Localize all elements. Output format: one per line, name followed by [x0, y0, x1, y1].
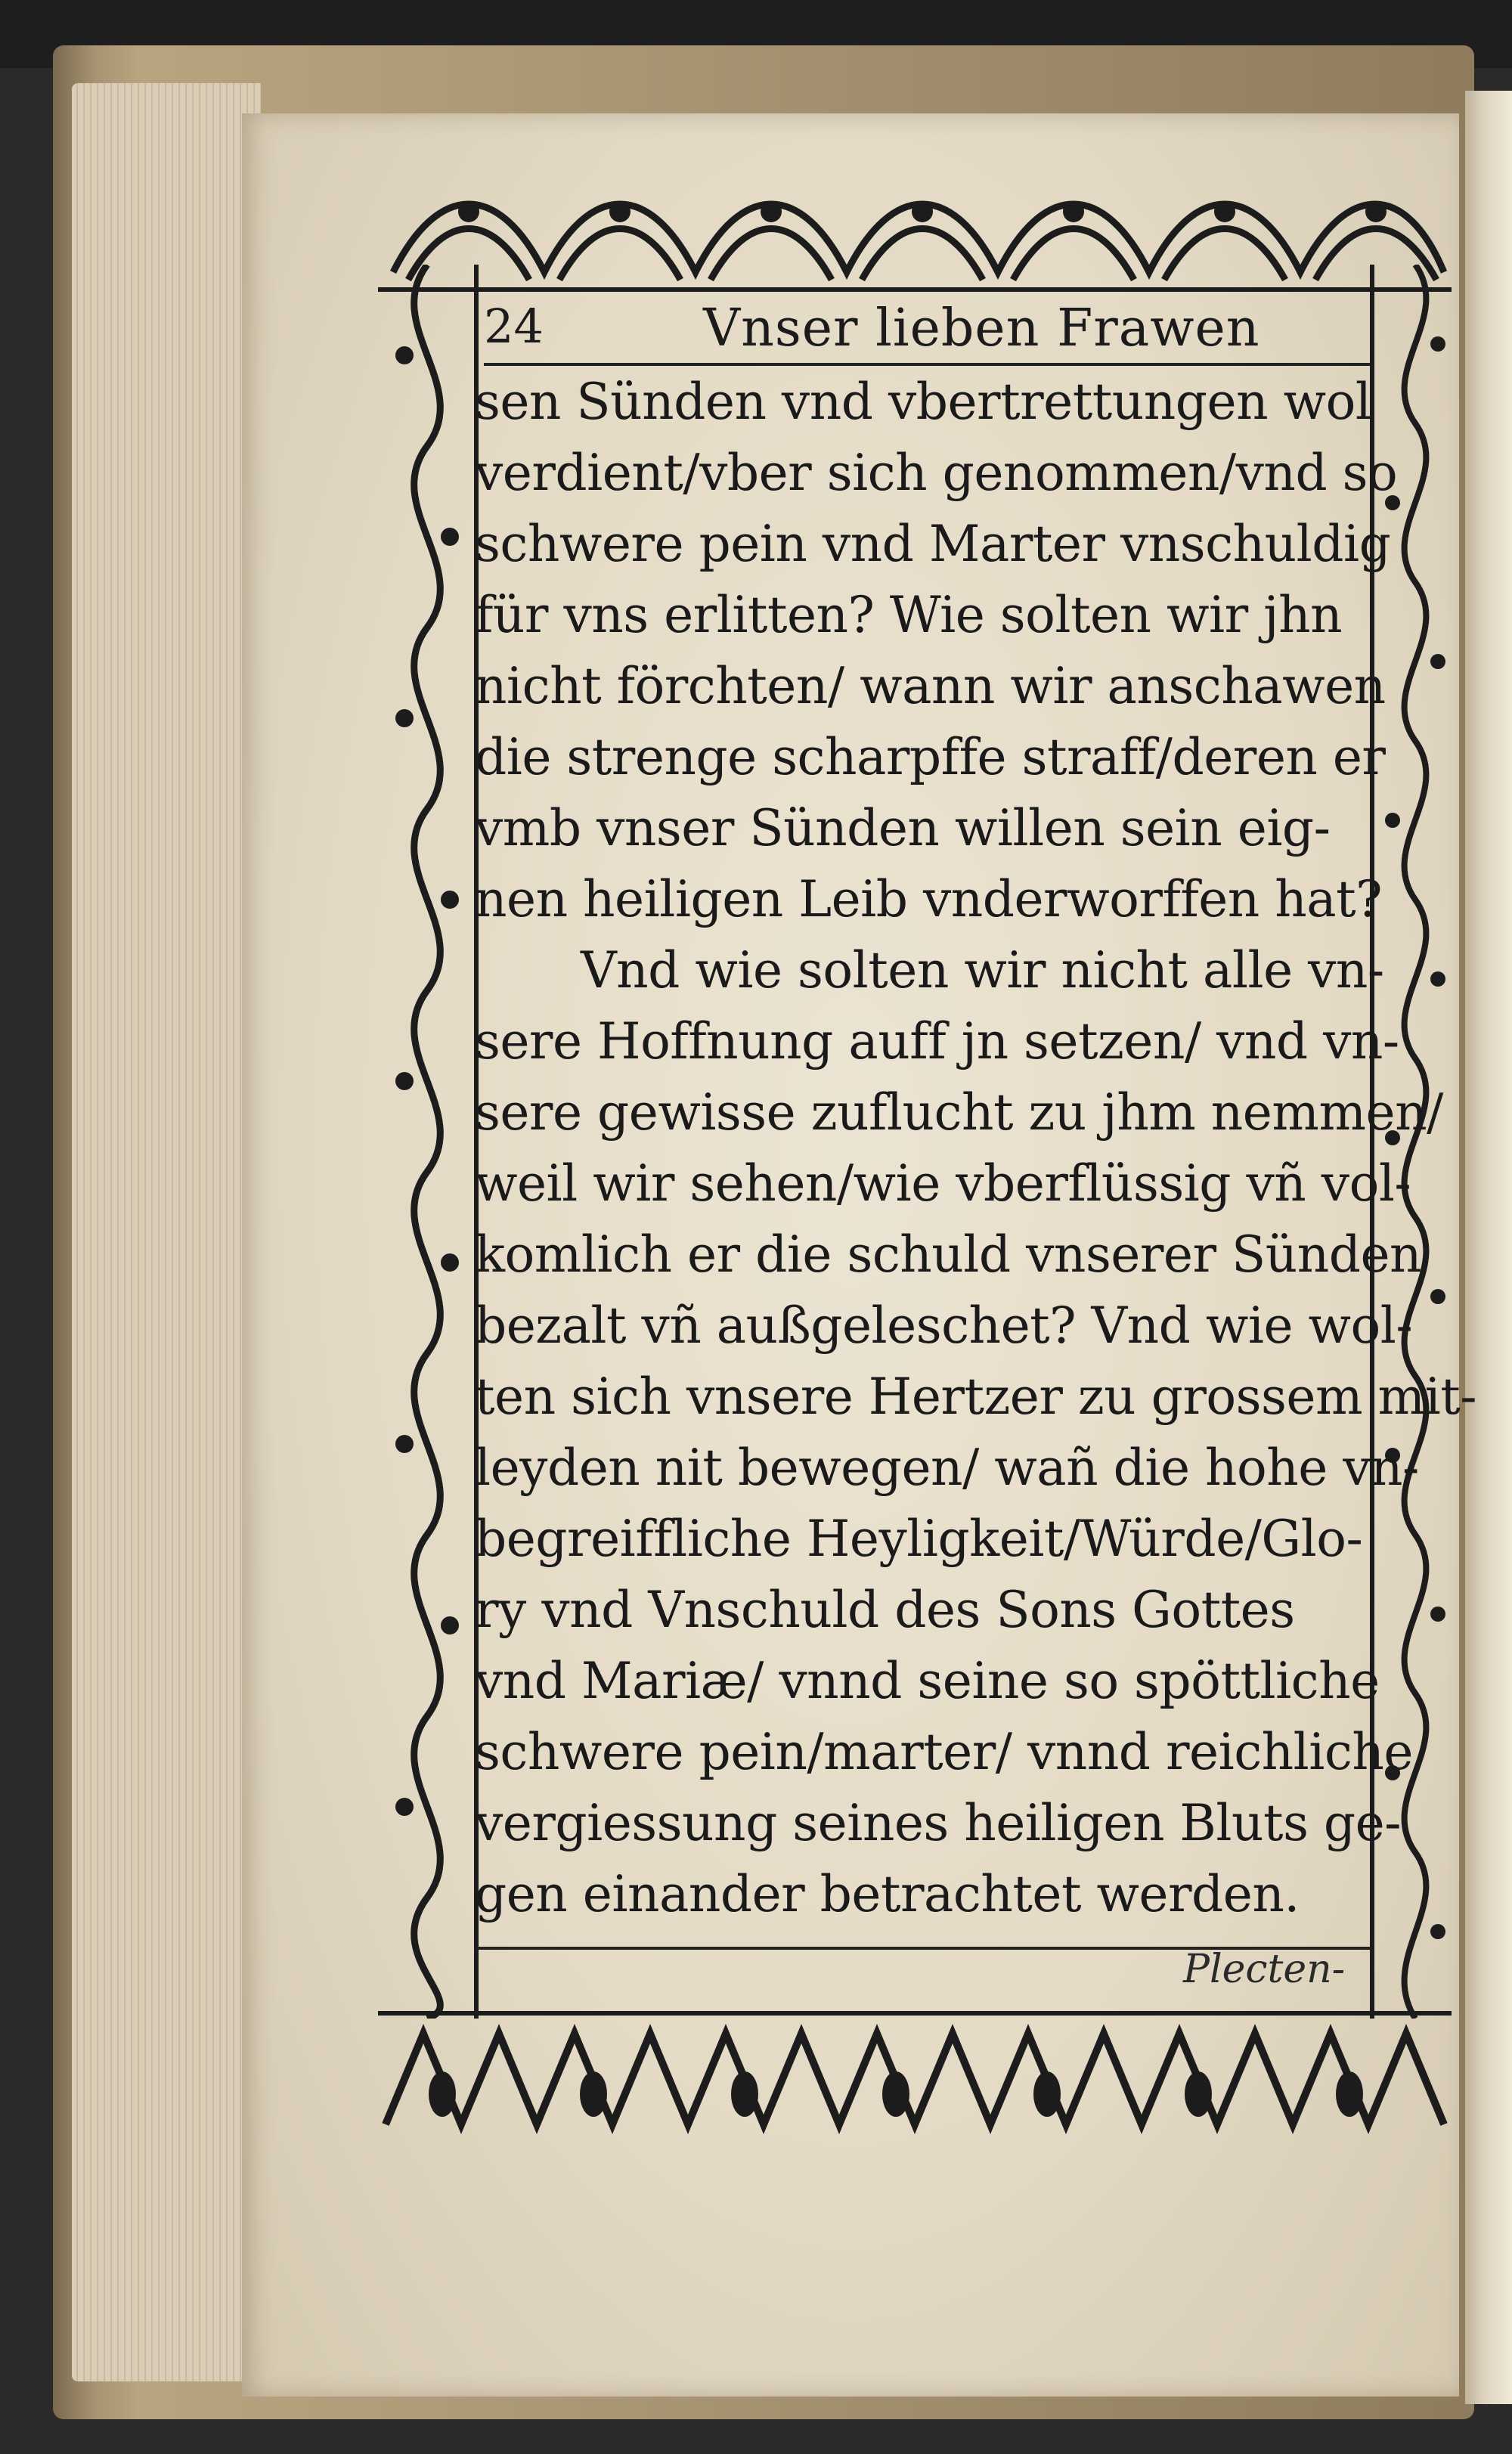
bottom-ornament-border [378, 2011, 1452, 2140]
left-ornament-border [374, 265, 480, 2019]
text-line: gen einander betrachtet werden. [475, 1865, 1300, 1923]
text-line: sen Sünden vnd vbertrettungen wol [475, 373, 1371, 431]
body-text [475, 355, 1477, 1973]
text-line: weil wir sehen/wie vberflüssig vñ vol- [475, 1154, 1411, 1213]
text-line: begreiffliche Heyligkeit/Würde/Glo- [475, 1510, 1363, 1568]
text-line: für vns erlitten? Wie solten wir jhn [475, 586, 1343, 644]
text-line: leyden nit bewegen/ wañ die hohe vn- [475, 1439, 1419, 1497]
text-line: komlich er die schuld vnserer Sünden [475, 1225, 1422, 1284]
text-line: die strenge scharpffe straff/deren er [475, 728, 1386, 786]
text-line: ten sich vnsere Hertzer zu grossem mit- [475, 1368, 1477, 1426]
text-line: sere gewisse zuflucht zu jhm nemmen/ [475, 1083, 1443, 1142]
text-line: nen heiligen Leib vnderworffen hat? [475, 870, 1383, 928]
text-line: sere Hoffnung auff jn setzen/ vnd vn- [475, 1012, 1399, 1071]
text-line: verdient/vber sich genommen/vnd so [475, 444, 1398, 502]
text-line: ry vnd Vnschuld des Sons Gottes [475, 1581, 1295, 1639]
text-line: vnd Mariæ/ vnnd seine so spöttliche [475, 1652, 1380, 1710]
text-line: schwere pein vnd Marter vnschuldig [475, 515, 1391, 573]
facing-page-edge [1465, 91, 1512, 2404]
catchword: Plecten- [1183, 1947, 1346, 1992]
text-line: vergiessung seines heiligen Bluts ge- [475, 1794, 1402, 1852]
text-line: schwere pein/marter/ vnnd reichliche [475, 1723, 1413, 1781]
top-ornament-border [378, 166, 1452, 295]
page-header [484, 299, 1368, 359]
running-title: Vnser lieben Frawen [703, 299, 1260, 358]
text-line: Vnd wie solten wir nicht alle vn- [581, 941, 1384, 999]
text-line: nicht förchten/ wann wir anschawen [475, 657, 1386, 715]
page-number: 24 [484, 299, 544, 354]
text-line: vmb vnser Sünden willen sein eig- [475, 799, 1331, 857]
page-edges [72, 83, 261, 2381]
text-line: bezalt vñ außgeleschet? Vnd wie wol- [475, 1297, 1413, 1355]
